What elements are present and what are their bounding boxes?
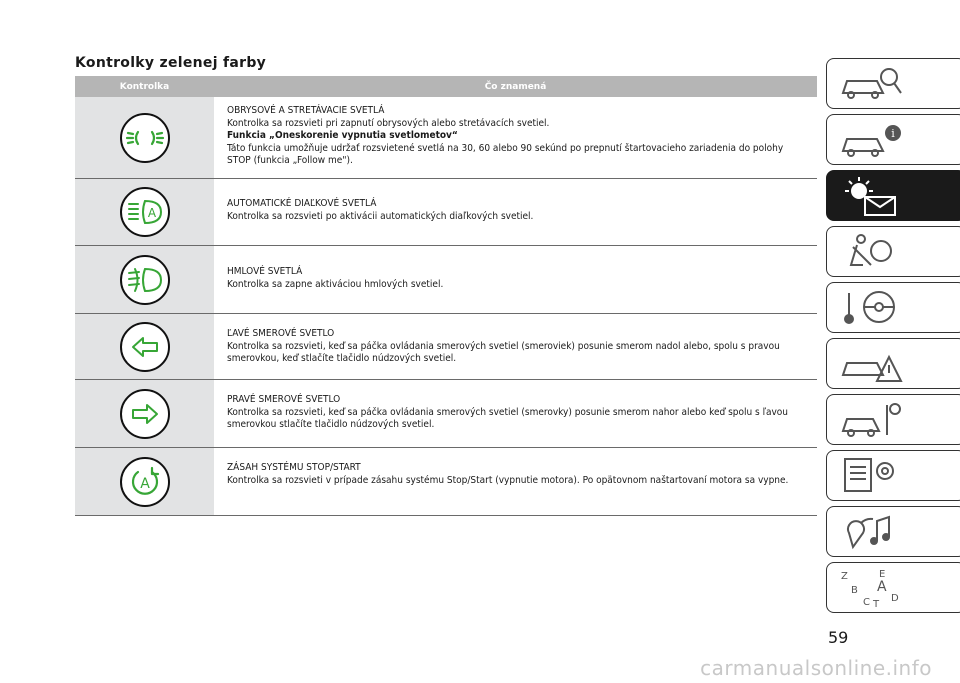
- auto-high-beam-icon: [120, 187, 170, 237]
- warning-light-message-icon[interactable]: [826, 170, 960, 221]
- page-number: 59: [828, 628, 849, 647]
- icon-cell: [75, 179, 214, 245]
- car-service-wrench-icon[interactable]: [826, 394, 960, 445]
- table-header: [75, 76, 817, 97]
- specifications-gear-icon[interactable]: [826, 450, 960, 501]
- steering-wheel-icon[interactable]: [826, 282, 960, 333]
- index-letter-c: C: [863, 597, 870, 608]
- row-description: Kontrolka sa rozsvieti po aktivácii automatických diaľkových svetiel.: [227, 210, 534, 222]
- index-letter-d: D: [891, 593, 899, 604]
- icon-cell: [75, 314, 214, 379]
- svg-text:A: A: [139, 475, 150, 492]
- row-text: [214, 246, 817, 313]
- car-info-icon[interactable]: [826, 114, 960, 165]
- position-lights-icon: [120, 113, 170, 163]
- row-heading: ĽAVÉ SMEROVÉ SVETLO: [227, 328, 335, 339]
- header-kontrolka: Kontrolka: [119, 81, 170, 92]
- table-row: [75, 246, 817, 314]
- row-description: Kontrolka sa rozsvieti, keď sa páčka ovládania smerových svetiel (smeroviek) posunie smerom nadol alebo, spolu s pravou smerovkou, keď stlačíte tlačidlo núdzových svetiel.: [227, 340, 780, 364]
- index-letter-t: T: [873, 599, 880, 609]
- index-letters-icon[interactable]: [826, 562, 960, 613]
- left-turn-signal-icon: [120, 322, 170, 372]
- watermark: carmanualsonline.info: [700, 656, 932, 680]
- car-warning-triangle-icon[interactable]: [826, 338, 960, 389]
- index-letter-a: A: [877, 579, 887, 595]
- svg-text:A: A: [147, 206, 156, 220]
- table-row: [75, 448, 817, 516]
- index-letter-z: Z: [841, 571, 848, 582]
- table-row: [75, 314, 817, 380]
- row-subheading: Funkcia „Oneskorenie vypnutia svetlometov“: [227, 130, 458, 141]
- row-description: Kontrolka sa zapne aktiváciou hmlových svetiel.: [227, 278, 444, 290]
- table-row: [75, 380, 817, 448]
- table-row: [75, 179, 817, 246]
- warning-lights-table: [75, 76, 817, 516]
- row-text: [214, 448, 817, 515]
- airbag-seatbelt-icon[interactable]: [826, 226, 960, 277]
- page-title: Kontrolky zelenej farby: [75, 55, 267, 71]
- multimedia-icon[interactable]: [826, 506, 960, 557]
- row-heading: ZÁSAH SYSTÉMU STOP/START: [227, 462, 361, 473]
- index-letter-e: E: [879, 569, 886, 580]
- row-text: [214, 380, 817, 447]
- row-heading: AUTOMATICKÉ DIAĽKOVÉ SVETLÁ: [227, 198, 377, 209]
- icon-cell: [75, 246, 214, 313]
- row-text: [214, 314, 817, 379]
- row-heading: OBRYSOVÉ A STRETÁVACIE SVETLÁ: [227, 105, 385, 116]
- row-description: Kontrolka sa rozsvieti v prípade zásahu systému Stop/Start (vypnutie motora). Po opätovnom naštartovaní motora sa vypne.: [227, 474, 789, 486]
- icon-cell: [75, 380, 214, 447]
- right-turn-signal-icon: [120, 389, 170, 439]
- row-description: Kontrolka sa rozsvieti, keď sa páčka ovládania smerových svetiel (smerovky) posunie smerom nahor alebo keď spolu s ľavou smerovkou stlačíte tlačidlo núdzových svetiel.: [227, 406, 788, 430]
- stop-start-icon: [120, 457, 170, 507]
- row-description: Kontrolka sa rozsvieti pri zapnutí obrysových alebo stretávacích svetiel.: [227, 117, 550, 129]
- row-text: [214, 97, 817, 178]
- svg-text:i: i: [891, 127, 895, 140]
- row-text: [214, 179, 817, 245]
- car-key-icon[interactable]: [826, 58, 960, 109]
- fog-light-icon: [120, 255, 170, 305]
- row-description-2: Táto funkcia umožňuje udržať rozsvietené svetlá na 30, 60 alebo 90 sekúnd po prepnutí štartovacieho zariadenia do polohy STOP (funkcia „Follow me").: [227, 142, 784, 166]
- header-meaning: Čo znamená: [484, 81, 547, 92]
- index-letter-b: B: [851, 585, 858, 596]
- icon-cell: [75, 97, 214, 178]
- row-heading: HMLOVÉ SVETLÁ: [227, 266, 303, 277]
- row-heading: PRAVÉ SMEROVÉ SVETLO: [227, 394, 341, 405]
- table-row: [75, 97, 817, 179]
- icon-cell: [75, 448, 214, 515]
